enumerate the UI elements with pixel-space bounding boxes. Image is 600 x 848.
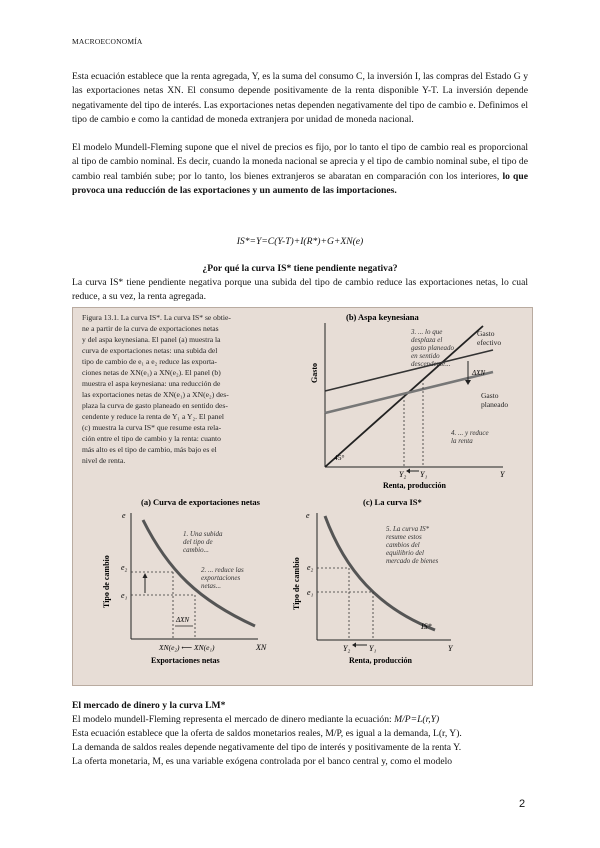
planned-expenditure-label bbox=[481, 391, 508, 409]
paragraph-money-supply-demand: Esta ecuación establece que la oferta de saldos monetarios reales, M/P, es igual a la demanda, L(r, Y). bbox=[72, 728, 462, 739]
note-line: 5. La curva IS* bbox=[386, 525, 430, 533]
panel-c-y1-tick: Y₁ bbox=[369, 644, 377, 653]
panel-a-e2-tick: e₂ bbox=[121, 563, 128, 572]
angle-label: 45° bbox=[334, 453, 345, 462]
caption-line: plaza la curva de gasto planeado en sentido des- bbox=[82, 401, 228, 410]
note-line: equilibrio del bbox=[386, 549, 424, 557]
label-line: Gasto bbox=[481, 391, 499, 400]
panel-b-xlabel: Renta, producción bbox=[383, 481, 446, 490]
panel-a-xn-ticks: XN(e₂) ⟵ XN(e₁) bbox=[159, 643, 215, 652]
panel-c-y-axis-label: Y bbox=[448, 644, 453, 653]
note-1 bbox=[183, 530, 223, 554]
figure-svg bbox=[73, 308, 532, 685]
caption-line: ciones netas de XN(e₁) a XN(e₂). El panel (b) bbox=[82, 368, 221, 377]
panel-a-ylabel: Tipo de cambio bbox=[102, 555, 111, 608]
note-line: 2. ... reduce las bbox=[201, 566, 244, 574]
paragraph-text: El modelo Mundell-Fleming supone que el nivel de precios es fijo, por lo tanto el tipo de cambio real es proporcional al tipo de cambio nominal. Es decir, cuando la moneda nacional se aprecia y el tipo de cambio nominal sube, el tipo de cambio real también sube; por lo tanto, los bienes extranjeros se abaratan en comparación con los interiores, bbox=[72, 142, 528, 182]
panel-c-is-curve bbox=[292, 497, 454, 665]
renta-shift-arrowhead bbox=[352, 643, 356, 648]
panel-a-e-axis: e bbox=[122, 511, 126, 520]
panel-c-xlabel: Renta, producción bbox=[349, 656, 412, 665]
note-line: netas... bbox=[201, 582, 222, 590]
question-heading: ¿Por qué la curva IS* tiene pendiente negativa? bbox=[202, 263, 398, 274]
paragraph-equation-explained: Esta ecuación establece que la renta agregada, Y, es la suma del consumo C, la inversión I, las compras del Estado G y las exportaciones netas XN. El consumo depende positivamente de la renta disponible Y-T. La inversión depende negativamente del tipo de interés. Las exportaciones netas dependen negativamente del tipo de cambio e. Definimos el tipo de cambio e como la cantidad de moneda extranjera por unidad de moneda nacional. bbox=[72, 71, 528, 125]
note-line: gasto planeado bbox=[411, 344, 454, 352]
panel-b-title: (b) Aspa keynesiana bbox=[346, 312, 419, 322]
section-title: El mercado de dinero y la curva LM* bbox=[72, 700, 226, 711]
paragraph-mundell-fleming bbox=[72, 141, 528, 198]
note-line: mercado de bienes bbox=[386, 557, 439, 565]
panel-a-e1-tick: e₁ bbox=[121, 591, 128, 600]
label-line: Gasto bbox=[477, 329, 495, 338]
note-line: cambio... bbox=[183, 546, 209, 554]
y2-tick: Y₂ bbox=[399, 470, 407, 479]
caption-line: (c) muestra la curva IS* que resume esta rela- bbox=[82, 423, 222, 432]
is-equation: IS*=Y=C(Y-T)+I(R*)+G+XN(e) bbox=[236, 236, 364, 247]
panel-c-ylabel: Tipo de cambio bbox=[292, 557, 301, 610]
caption-line: tipo de cambio de e₁ a e₂ reduce las exporta- bbox=[82, 357, 217, 366]
panel-b-keynesian-cross bbox=[310, 312, 508, 490]
note-line: desplaza el bbox=[411, 336, 443, 344]
note-line: 4. ... y reduce bbox=[451, 429, 489, 437]
note-line: en sentido bbox=[411, 352, 440, 360]
caption-line: más alto es el tipo de cambio, más bajo es el bbox=[82, 445, 217, 454]
panel-a-delta: ΔXN bbox=[176, 616, 190, 624]
panel-b-ylabel: Gasto bbox=[310, 363, 319, 383]
note-line: del tipo de bbox=[183, 538, 213, 546]
caption-line: muestra el aspa keynesiana: una reducción de bbox=[82, 379, 221, 388]
note-line: 3. ... lo que bbox=[411, 328, 443, 336]
caption-line: ción entre el tipo de cambio y la renta: cuanto bbox=[82, 434, 221, 443]
note-2 bbox=[201, 566, 244, 590]
caption-line: curva de exportaciones netas: una subida del bbox=[82, 346, 218, 355]
panel-c-y2-tick: Y₂ bbox=[343, 644, 351, 653]
paragraph-money-market bbox=[72, 713, 528, 727]
renta-shift-arrowhead bbox=[406, 469, 410, 474]
caption-line: nivel de renta. bbox=[82, 456, 126, 465]
y1-tick: Y₁ bbox=[420, 470, 428, 479]
panel-a-net-exports bbox=[102, 497, 267, 665]
actual-expenditure-label bbox=[477, 329, 501, 347]
label-line: efectivo bbox=[477, 338, 502, 347]
panel-b-delta: ΔXN bbox=[472, 369, 486, 377]
figure-is-curve bbox=[72, 307, 533, 686]
note-line: cambios del bbox=[386, 541, 420, 549]
panel-a-title: (a) Curva de exportaciones netas bbox=[141, 497, 260, 507]
note-3 bbox=[410, 328, 454, 368]
note-line: resume estos bbox=[386, 533, 422, 541]
panel-a-xlabel: Exportaciones netas bbox=[151, 656, 220, 665]
note-5 bbox=[386, 525, 438, 565]
panel-c-title: (c) La curva IS* bbox=[363, 497, 422, 507]
paragraph-is-slope: La curva IS* tiene pendiente negativa porque una subida del tipo de cambio reduce las exportaciones netas, lo cual reduce, a su vez, la renta agregada. bbox=[72, 277, 528, 303]
note-line: 1. Una subida bbox=[183, 530, 223, 538]
paragraph-text: El modelo mundell-Fleming representa el mercado de dinero mediante la ecuación: bbox=[72, 714, 395, 725]
caption-line: y del aspa keynesiana. El panel (a) muestra la bbox=[82, 335, 221, 344]
page-number: 2 bbox=[519, 798, 526, 810]
panel-c-curve-label: IS* bbox=[421, 622, 432, 631]
e-rise-arrowhead bbox=[143, 573, 148, 578]
money-equation: M/P=L(r,Y) bbox=[394, 714, 440, 725]
caption-line: ne a partir de la curva de exportaciones netas bbox=[82, 324, 219, 333]
panel-a-xn-axis: XN bbox=[256, 643, 267, 652]
note-4 bbox=[451, 429, 489, 445]
paragraph-money-supply: La oferta monetaria, M, es una variable exógena controlada por el banco central y, como el modelo bbox=[72, 756, 453, 767]
note-line: descendente... bbox=[411, 360, 451, 368]
panel-c-e1-tick: e₁ bbox=[307, 588, 314, 597]
panel-c-e-axis: e bbox=[306, 511, 310, 520]
caption-line: Figura 13.1. La curva IS*. La curva IS* se obtie- bbox=[82, 313, 231, 322]
panel-c-e2-tick: e₂ bbox=[307, 563, 314, 572]
note-line: exportaciones bbox=[201, 574, 241, 582]
paragraph-bold-text: lo que provoca una reducción de las exportaciones y un aumento de las importaciones. bbox=[72, 170, 528, 196]
caption-line: las exportaciones netas de XN(e₁) a XN(e₂) des- bbox=[82, 390, 229, 399]
paragraph-money-demand: La demanda de saldos reales depende negativamente del tipo de interés y positivamente de la renta Y. bbox=[72, 742, 462, 753]
delta-xn-arrowhead bbox=[465, 380, 471, 385]
caption-line: cendente y reduce la renta de Y₁ a Y₂. El panel bbox=[82, 412, 224, 421]
panel-b-y-axis-label: Y bbox=[500, 470, 505, 479]
running-header: MACROECONOMÍA bbox=[72, 37, 143, 46]
label-line: planeado bbox=[481, 400, 509, 409]
figure-caption bbox=[82, 313, 231, 465]
note-line: la renta bbox=[451, 437, 473, 445]
